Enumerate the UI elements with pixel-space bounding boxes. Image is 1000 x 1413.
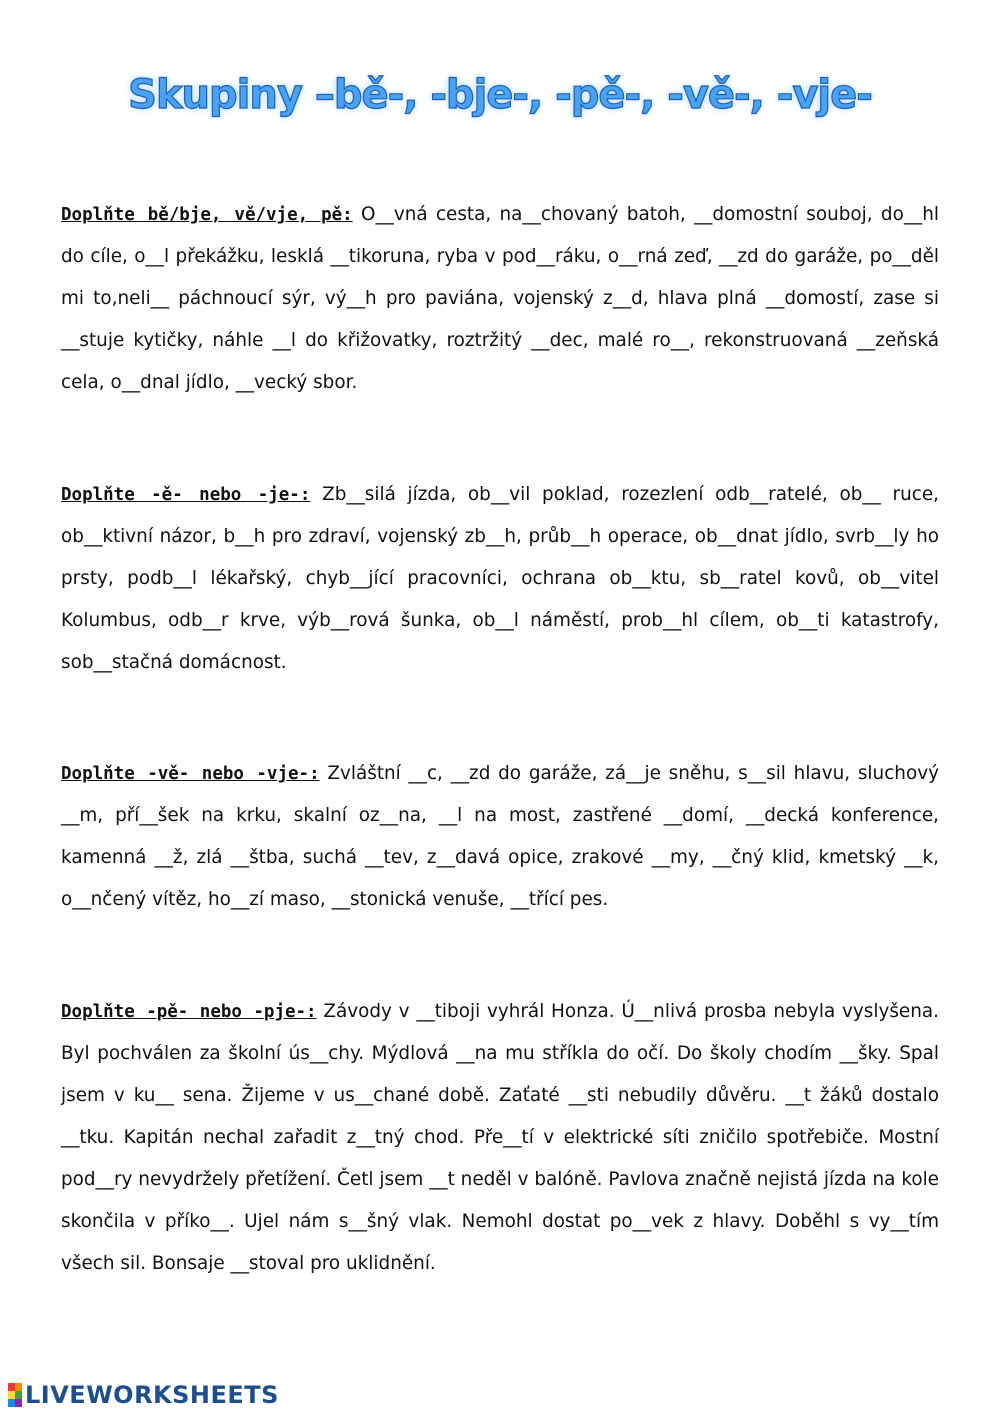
exercise-text: Zb__silá jízda, ob__vil poklad, rozezlení odb__ratelé, ob__ ruce, ob__ktivní názor, b__h pro zdraví, vojenský zb__h, průb__h operace, ob__dnat jídlo, svrb__ly ho prsty, podb__l lékařský, chyb__jící pracovníci, ochrana ob__ktu, sb__ratel kovů, ob__vitel Kolumbus, odb__r krve, výb__rová šunka, ob__l náměstí, prob__hl cílem, ob__ti katastrofy, sob__stačná domácnost. bbox=[61, 484, 939, 673]
logo-square bbox=[15, 1383, 22, 1391]
liveworksheets-logo-icon bbox=[8, 1383, 22, 1407]
exercise-text: Závody v __tiboji vyhrál Honza. Ú__nlivá prosba nebyla vyslyšena. Byl pochválen za školní ús__chy. Mýdlová __na mu stříkla do očí. Do školy chodím __šky. Spal jsem v ku__ sena. Žijeme v us__chané době. Zaťaté __sti nebudily důvěru. __t žáků dostalo __tku. Kapitán nechal zařadit z__tný chod. Pře__tí v elektrické síti zničilo spotřebiče. Mostní pod__ry nevydržely přetížení. Četl jsem __t neděl v balóně. Pavlova značně nejistá jízda na kole skončila v příko__. Ujel nám s__šný vlak. Nemohl dostat po__vek z hlavy. Doběhl s vy__tím všech sil. Bonsaje __stoval pro uklidnění. bbox=[61, 1001, 939, 1274]
exercise-text: Zvláštní __c, __zd do garáže, zá__je sněhu, s__sil hlavu, sluchový __m, pří__šek na krku, skalní oz__na, __l na most, zastřené __domí, __decká konference, kamenná __ž, zlá __štba, suchá __tev, z__davá opice, zrakové __my, __čný klid, kmetský __k, o__nčený vítěz, ho__zí maso, __stonická venuše, __třící pes. bbox=[61, 763, 939, 910]
logo-square bbox=[8, 1383, 15, 1391]
logo-square bbox=[8, 1399, 15, 1407]
exercise-heading: Doplňte bě/bje, vě/vje, pě: bbox=[61, 205, 353, 225]
exercise-section-1 bbox=[61, 194, 939, 404]
logo-square bbox=[15, 1391, 22, 1399]
logo-square bbox=[15, 1399, 22, 1407]
exercise-section-3 bbox=[61, 753, 939, 921]
exercise-heading: Doplňte -ě- nebo -je-: bbox=[61, 485, 311, 505]
logo-square bbox=[8, 1391, 15, 1399]
exercise-section-4 bbox=[61, 991, 939, 1285]
exercise-text: O__vná cesta, na__chovaný batoh, __domostní souboj, do__hl do cíle, o__l překážku, lesklá __tikoruna, ryba v pod__ráku, o__rná zeď, __zd do garáže, po__děl mi to,neli__ páchnoucí sýr, vý__h pro paviána, vojenský z__d, hlava plná __domostí, zase si __stuje kytičky, náhle __l do křižovatky, roztržitý __dec, malé ro__, rekonstruovaná __zeňská cela, o__dnal jídlo, __vecký sbor. bbox=[61, 204, 939, 393]
worksheet-title: Skupiny –bě-, -bje-, -pě-, -vě-, -vje- bbox=[128, 72, 872, 118]
exercise-section-2 bbox=[61, 474, 939, 684]
liveworksheets-logo[interactable] bbox=[8, 1381, 279, 1409]
logo-text: LIVEWORKSHEETS bbox=[25, 1381, 279, 1409]
exercise-heading: Doplňte -vě- nebo -vje-: bbox=[61, 764, 320, 784]
exercise-heading: Doplňte -pě- nebo -pje-: bbox=[61, 1002, 317, 1022]
